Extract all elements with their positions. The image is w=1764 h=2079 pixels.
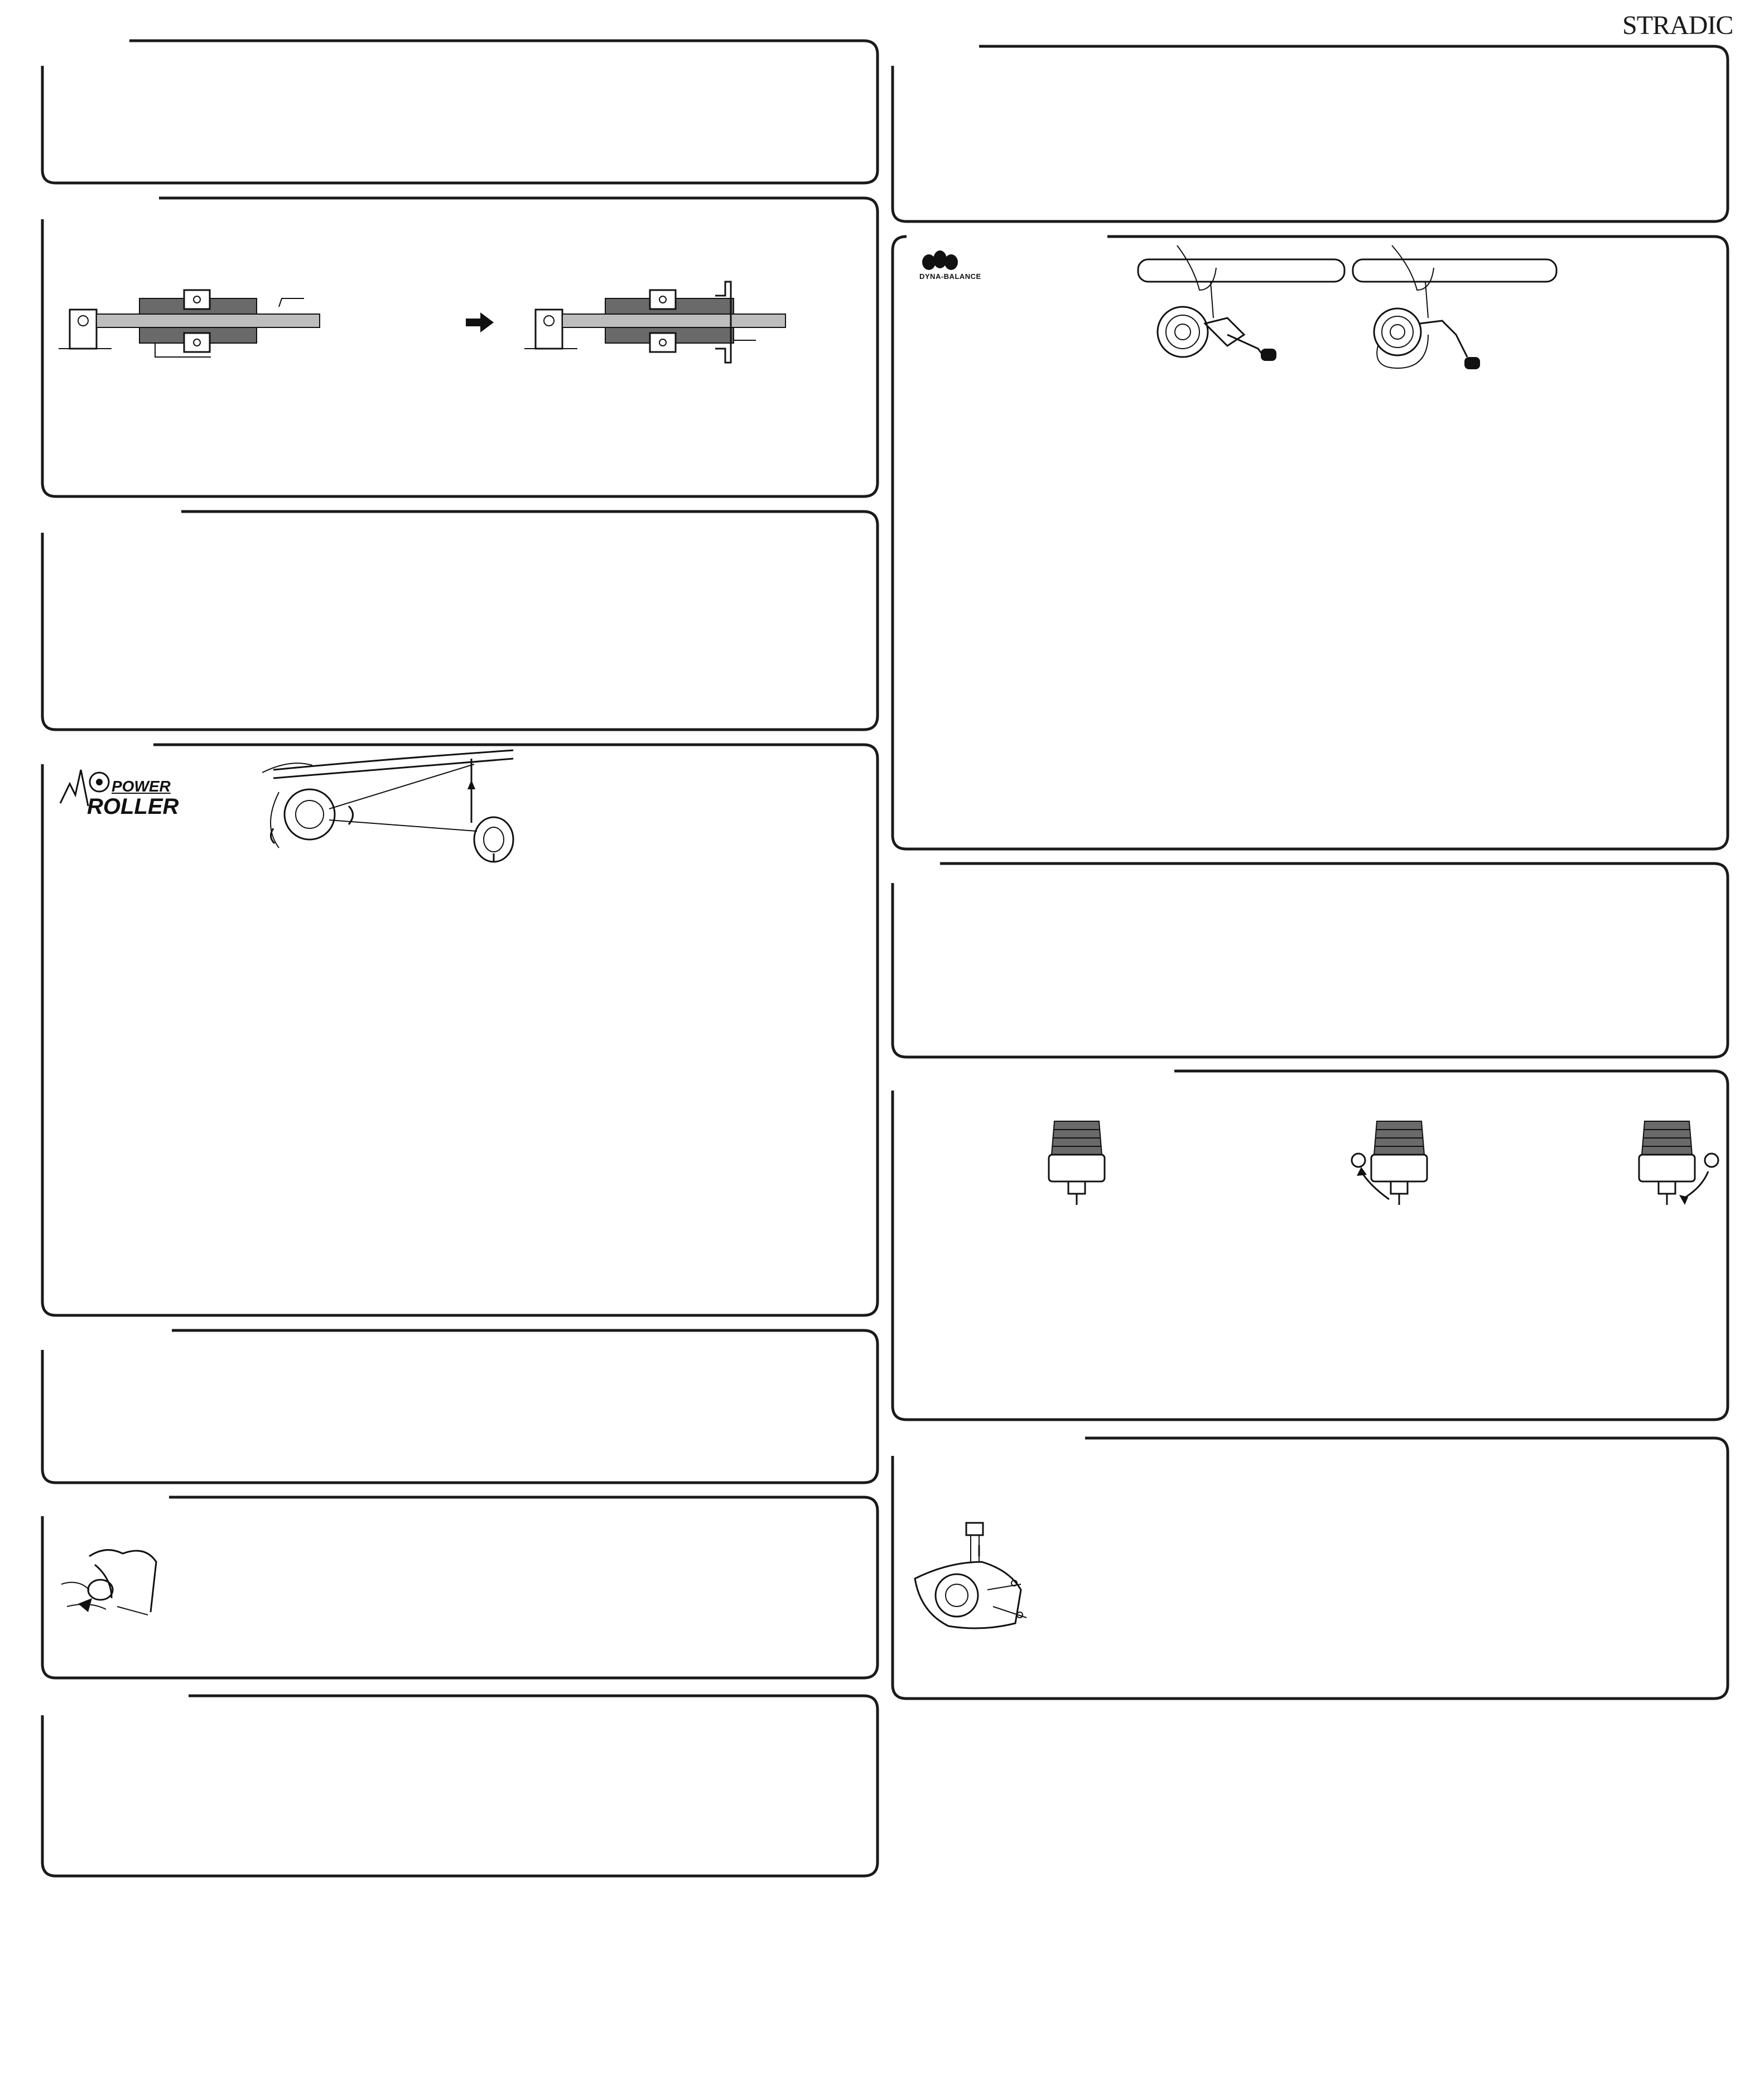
hand-illustration [61,1550,156,1615]
panel-right-3 [893,864,1728,1057]
panel-left-2-bearing-diagram [42,198,878,496]
panel-right-5-maintenance [893,1438,1728,1699]
panel-right-4-spools [893,1071,1728,1420]
panel-left-4-power-roller [42,745,878,1315]
panel-left-6-hand [42,1497,878,1678]
spool-diagram-3 [1639,1121,1718,1205]
panel-left-5 [42,1330,878,1483]
rod-line-illustration [262,750,513,862]
spool-diagram-1 [1049,1121,1105,1205]
panel-left-3 [42,512,878,730]
power-roller-logo-top: POWER [112,778,171,795]
arrow-right-icon [466,312,494,332]
panel-left-1 [42,41,878,183]
reel-illustration-right [1353,245,1556,369]
bearing-diagram-before [59,290,320,357]
dyna-balance-logo-mark [922,250,958,270]
bearing-diagram-after [524,282,785,363]
panel-left-7 [42,1696,878,1876]
arrow-up-icon [467,780,475,812]
reel-maintenance-illustration [915,1523,1026,1628]
dyna-balance-logo: DYNA-BALANCE [919,272,981,281]
panel-right-1 [893,46,1728,221]
spool-diagram-2 [1352,1121,1427,1205]
rotate-arrow-icon [271,806,353,843]
power-roller-logo-bottom: ROLLER [87,794,179,819]
press-arrow-icon [78,1598,92,1612]
brand-wordmark: STRADIC [1622,11,1733,40]
reel-illustration-left [1138,245,1344,361]
panel-right-2-dyna-balance [893,237,1728,849]
